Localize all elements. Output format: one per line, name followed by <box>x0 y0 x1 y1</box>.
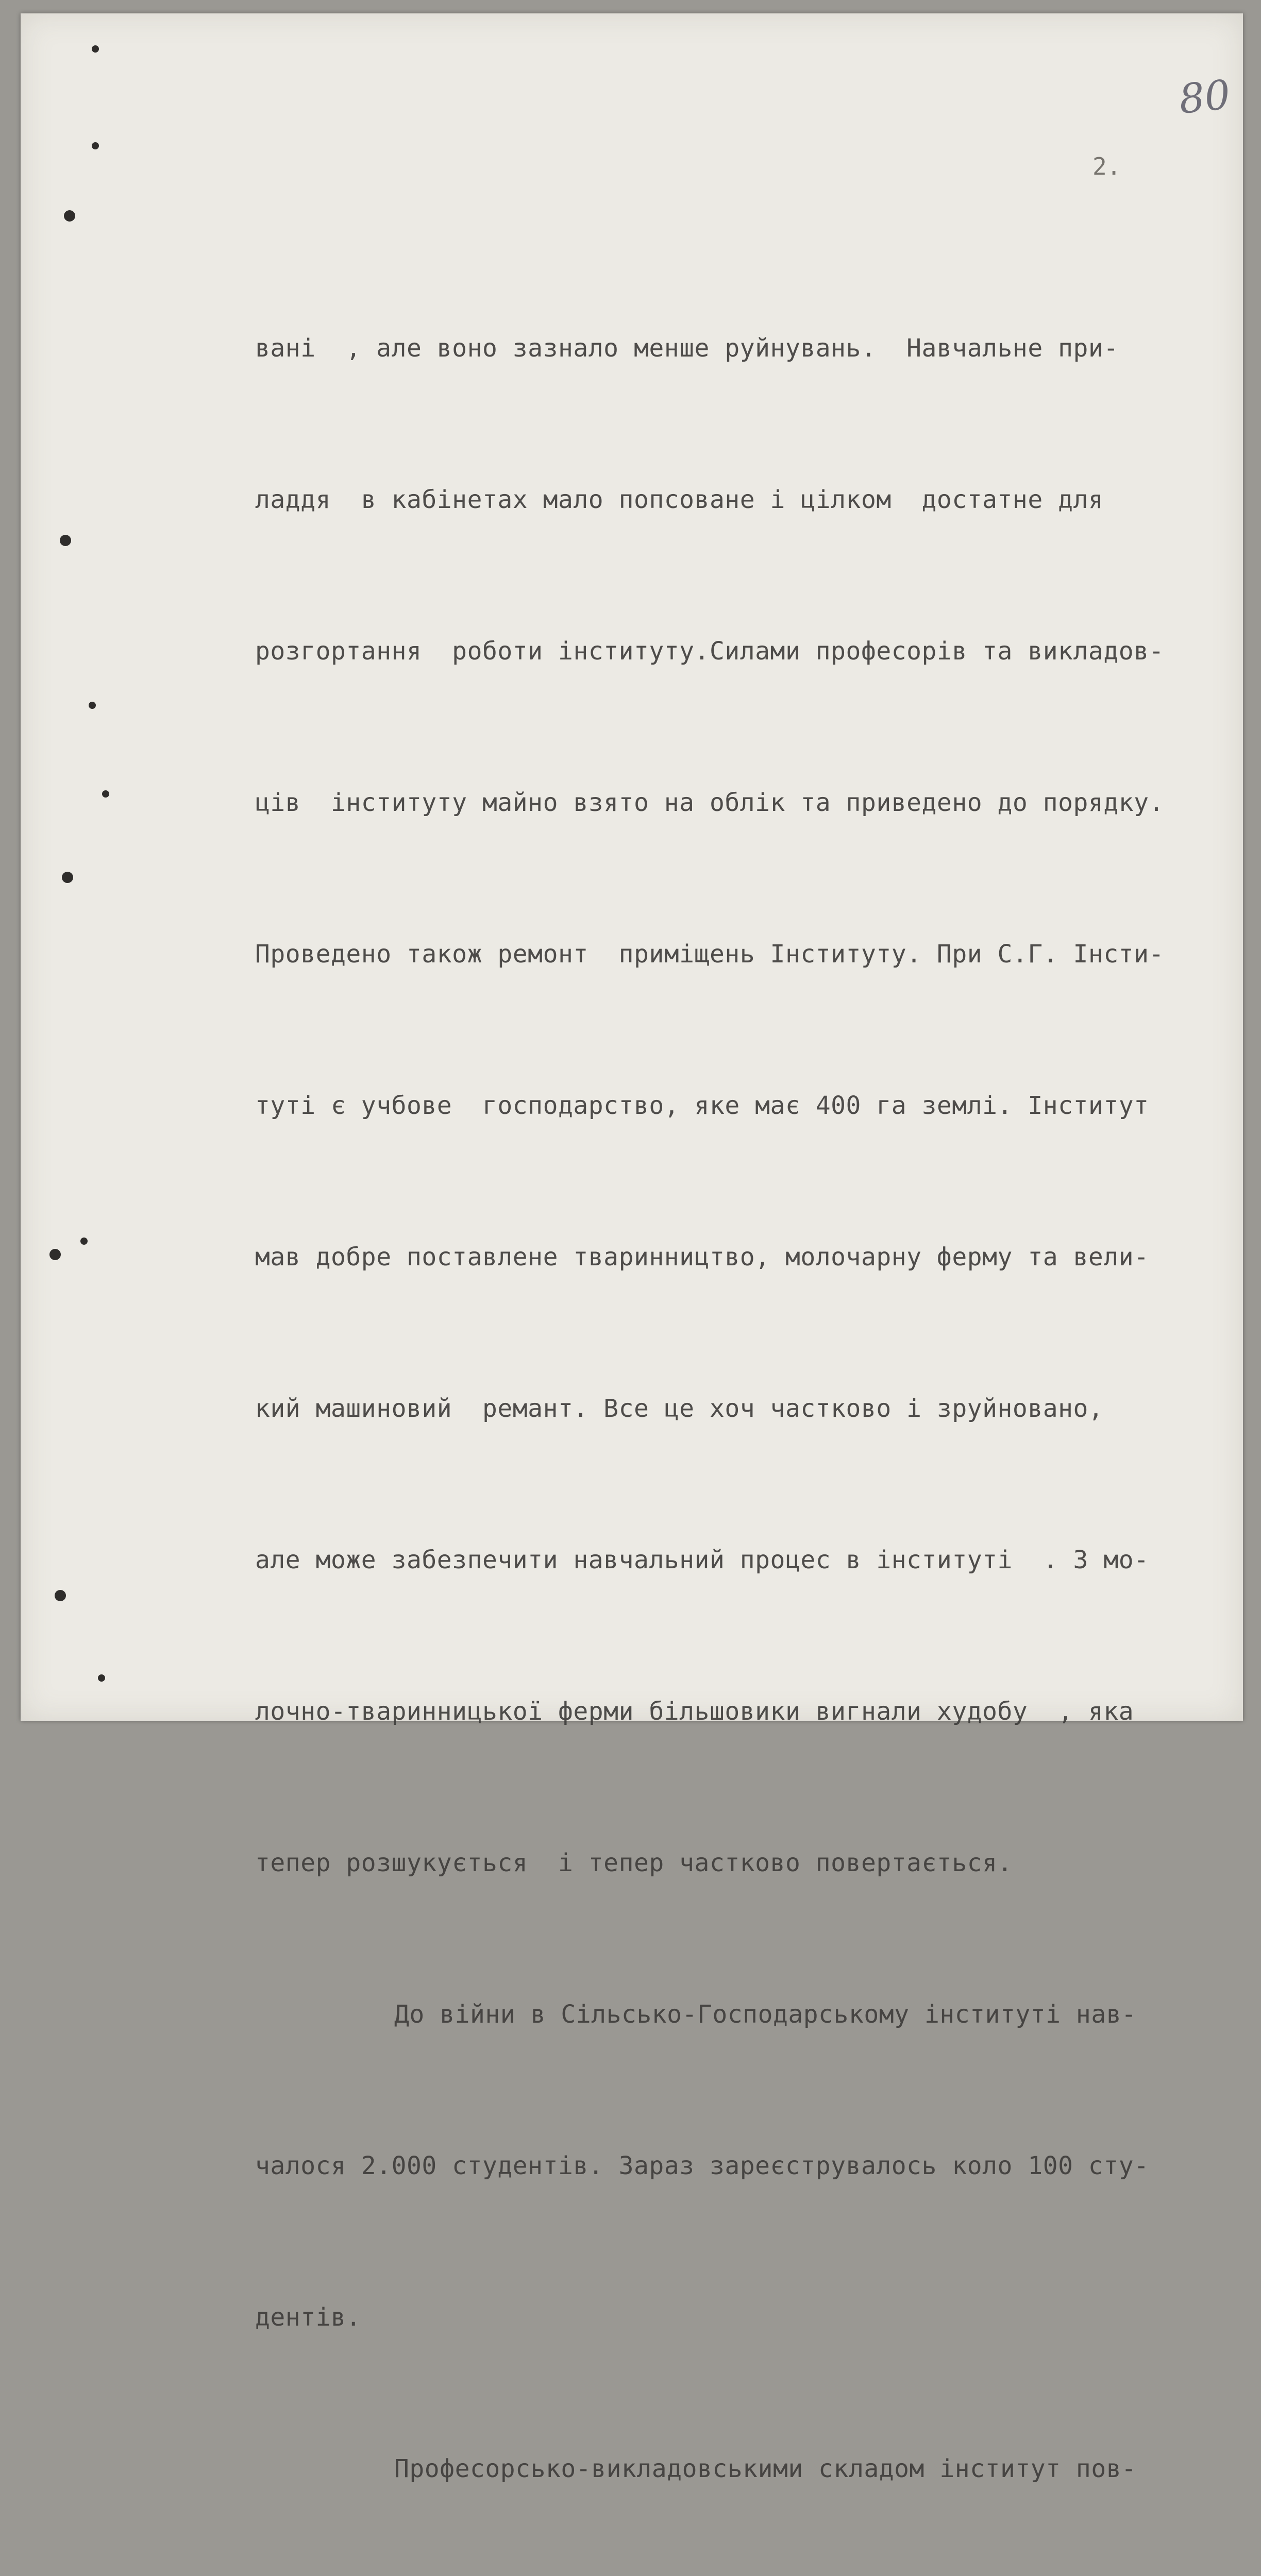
page-number: 2. <box>1092 152 1121 180</box>
text-line: вані , але воно зазнало менше руйнувань. Навчальне при- <box>255 334 1119 363</box>
punch-hole <box>62 872 73 883</box>
text-line: лочно-тваринницької ферми більшовики вигнали худобу , яка <box>255 1697 1134 1726</box>
text-line: чалося 2.000 студентів. Зараз зареєструвалось коло 100 сту- <box>255 2151 1149 2180</box>
punch-hole <box>98 1674 105 1682</box>
paragraph-start-line: До війни в Сільсько-Господарському інституті нав- <box>394 2000 1137 2029</box>
text-line: кий машиновий ремант. Все це хоч частково і зруйновано, <box>255 1394 1104 1423</box>
punch-hole <box>92 45 99 53</box>
text-line: ладдя в кабінетах мало попсоване і цілком достатне для <box>255 485 1104 514</box>
archive-folio-number: 80 <box>1176 72 1233 123</box>
paragraph-start-line: Професорсько-викладовськими складом інститут пов- <box>394 2454 1137 2483</box>
text-line: мав добре поставлене тваринництво, молочарну ферму та вели- <box>255 1243 1149 1272</box>
punch-hole <box>80 1238 88 1245</box>
punch-hole <box>55 1590 66 1601</box>
text-line: туті є учбове господарство, яке має 400 га землі. Інститут <box>255 1091 1149 1120</box>
punch-hole <box>49 1249 61 1260</box>
text-line: дентів. <box>255 2303 361 2332</box>
text-line: ців інституту майно взято на облік та приведено до порядку. <box>255 788 1164 817</box>
document-page <box>21 13 1243 2483</box>
typewritten-text <box>255 222 1261 2576</box>
text-line: але може забезпечити навчальний процес в інституті . З мо- <box>255 1546 1149 1574</box>
text-line: тепер розшукується і тепер частково повертається. <box>255 1849 1013 1877</box>
text-line: Проведено також ремонт приміщень Інституту. При С.Г. Інсти- <box>255 940 1164 969</box>
text-line: розгортання роботи інституту.Силами професорів та викладов- <box>255 637 1164 666</box>
punch-hole <box>64 210 75 222</box>
punch-hole <box>92 142 99 149</box>
punch-hole <box>89 702 96 709</box>
punch-hole <box>60 535 71 546</box>
punch-hole <box>102 790 109 798</box>
